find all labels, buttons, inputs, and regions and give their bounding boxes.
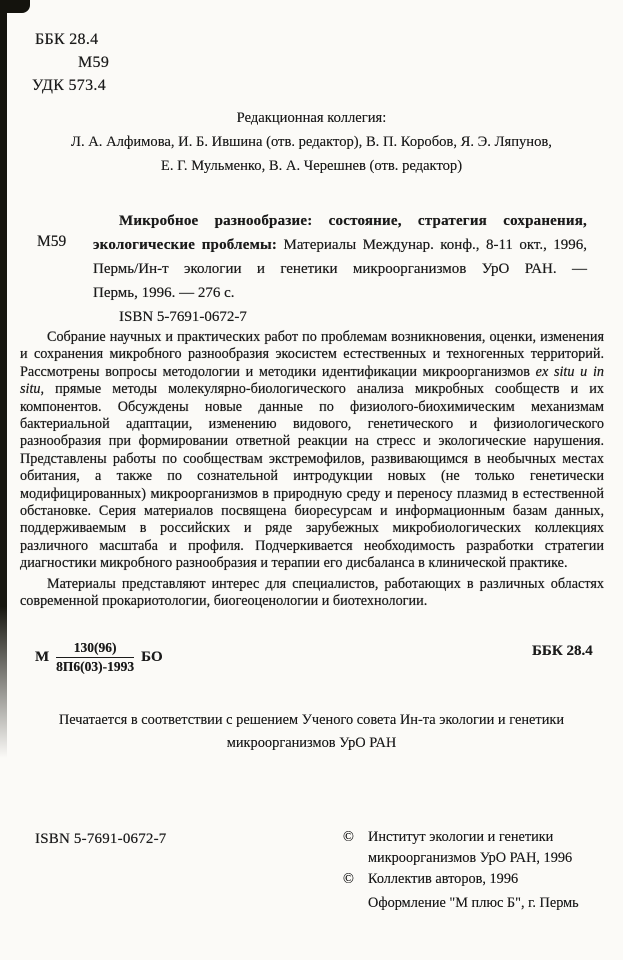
design-credit: Оформление "М плюс Б", г. Пермь xyxy=(368,894,579,911)
biblio-line-2 xyxy=(93,233,587,257)
copyright-block xyxy=(343,827,579,913)
biblio-line-2-rest: Материалы Междунар. конф., 8-11 окт., 1996, xyxy=(277,237,587,253)
annotation-paragraph-2: Материалы представляют интерес для специалистов, работающих в различных областях современной прокариотологии, биогеоценологии и биотехнологии. xyxy=(20,575,604,610)
editorial-board-heading: Редакционная коллегия: xyxy=(236,110,387,126)
author-sign-code: М59 xyxy=(78,54,110,71)
copyright-institute-line-1: Институт экологии и генетики xyxy=(368,829,554,845)
catalog-prefix: М xyxy=(35,649,50,665)
bbk-code: ББК 28.4 xyxy=(35,31,99,48)
printing-approval-note xyxy=(0,709,623,755)
copyright-authors-text: Коллектив авторов, 1996 xyxy=(368,871,519,887)
copyright-institute-line-2: микроорганизмов УрО РАН, 1996 xyxy=(368,849,573,866)
copyright-symbol-1: © xyxy=(343,829,354,845)
annotation-paragraph-1 xyxy=(20,329,604,573)
biblio-title-bold-2: экологические проблемы: xyxy=(93,237,278,253)
biblio-isbn: ISBN 5-7691-0672-7 xyxy=(119,309,247,325)
catalog-suffix: БО xyxy=(141,649,163,665)
catalog-denominator: 8П6(03)-1993 xyxy=(56,659,135,674)
catalog-numerator: 130(96) xyxy=(56,640,134,658)
copyright-authors xyxy=(343,869,579,890)
annotation-text xyxy=(20,329,604,611)
classification-codes xyxy=(32,28,109,97)
printing-note-line-2: микроорганизмов УрО РАН xyxy=(226,735,397,751)
copyright-symbol-2: © xyxy=(343,871,354,887)
catalog-card-number xyxy=(35,640,163,675)
footer-isbn: ISBN 5-7691-0672-7 xyxy=(35,831,167,847)
copyright-institute xyxy=(343,827,579,848)
bbk-code-bottom: ББК 28.4 xyxy=(532,643,593,659)
scan-corner-artifact xyxy=(0,0,30,13)
editorial-board-members-line-1: Л. А. Алфимова, И. Б. Ившина (отв. редактор), В. П. Коробов, Я. Э. Ляпунов, xyxy=(71,134,552,150)
printing-note-line-1: Печатается в соответствии с решением Ученого совета Ин-та экологии и генетики xyxy=(58,712,565,728)
biblio-line-4: Пермь, 1996. — 276 с. xyxy=(93,285,235,301)
biblio-line-3: Пермь/Ин-т экологии и генетики микроорганизмов УрО РАН. — xyxy=(93,261,587,277)
udk-code: УДК 573.4 xyxy=(32,77,106,94)
biblio-index-label: М59 xyxy=(37,233,67,250)
annotation-p1-end: , прямые методы молекулярно-биологического анализа микробных сообществ и их компонентов. Обсуждены новые данные по физиолого-биохимическим механизмам бактериальной адаптации, изменению видового, генетического и физиологического разнообразия при формировании ответной реакции на стресс и экологические нарушения. Представлены работы по сообществам экстремофилов, развивающимся в необычных местах обитания, а также по сознательной интродукции новых (не только генетически модифицированных) микроорганизмов в природную среду и переносу плазмид в естественной обстановке. Серия материалов посвящена биоресурсам и информационным базам данных, поддерживаемым в российских и ряде зарубежных микробиологических коллекциях различного масштаба и профиля. Подчеркивается необходимость разработки стратегии диагностики микробного разнообразия и терапии его дисбаланса в клинической практике. xyxy=(20,381,604,572)
catalog-fraction xyxy=(56,640,134,675)
editorial-board-members-line-2: Е. Г. Мульменко, В. А. Черешнев (отв. редактор) xyxy=(160,158,463,174)
biblio-title-line-1 xyxy=(93,209,587,233)
bibliographic-entry xyxy=(93,209,587,329)
editorial-board xyxy=(0,106,623,178)
latin-terms-italic: ex situ и in situ xyxy=(20,363,604,398)
biblio-title-bold-1: Микробное разнообразие: состояние, стратегия сохранения, xyxy=(119,213,587,229)
annotation-p1-start: Собрание научных и практических работ по проблемам возникновения, оценки, изменения и сохранения микробного разнообразия экосистем естественных и техногенных территорий. Рассмотрены вопросы методологии и методики идентификации микроорганизмов xyxy=(20,329,604,380)
